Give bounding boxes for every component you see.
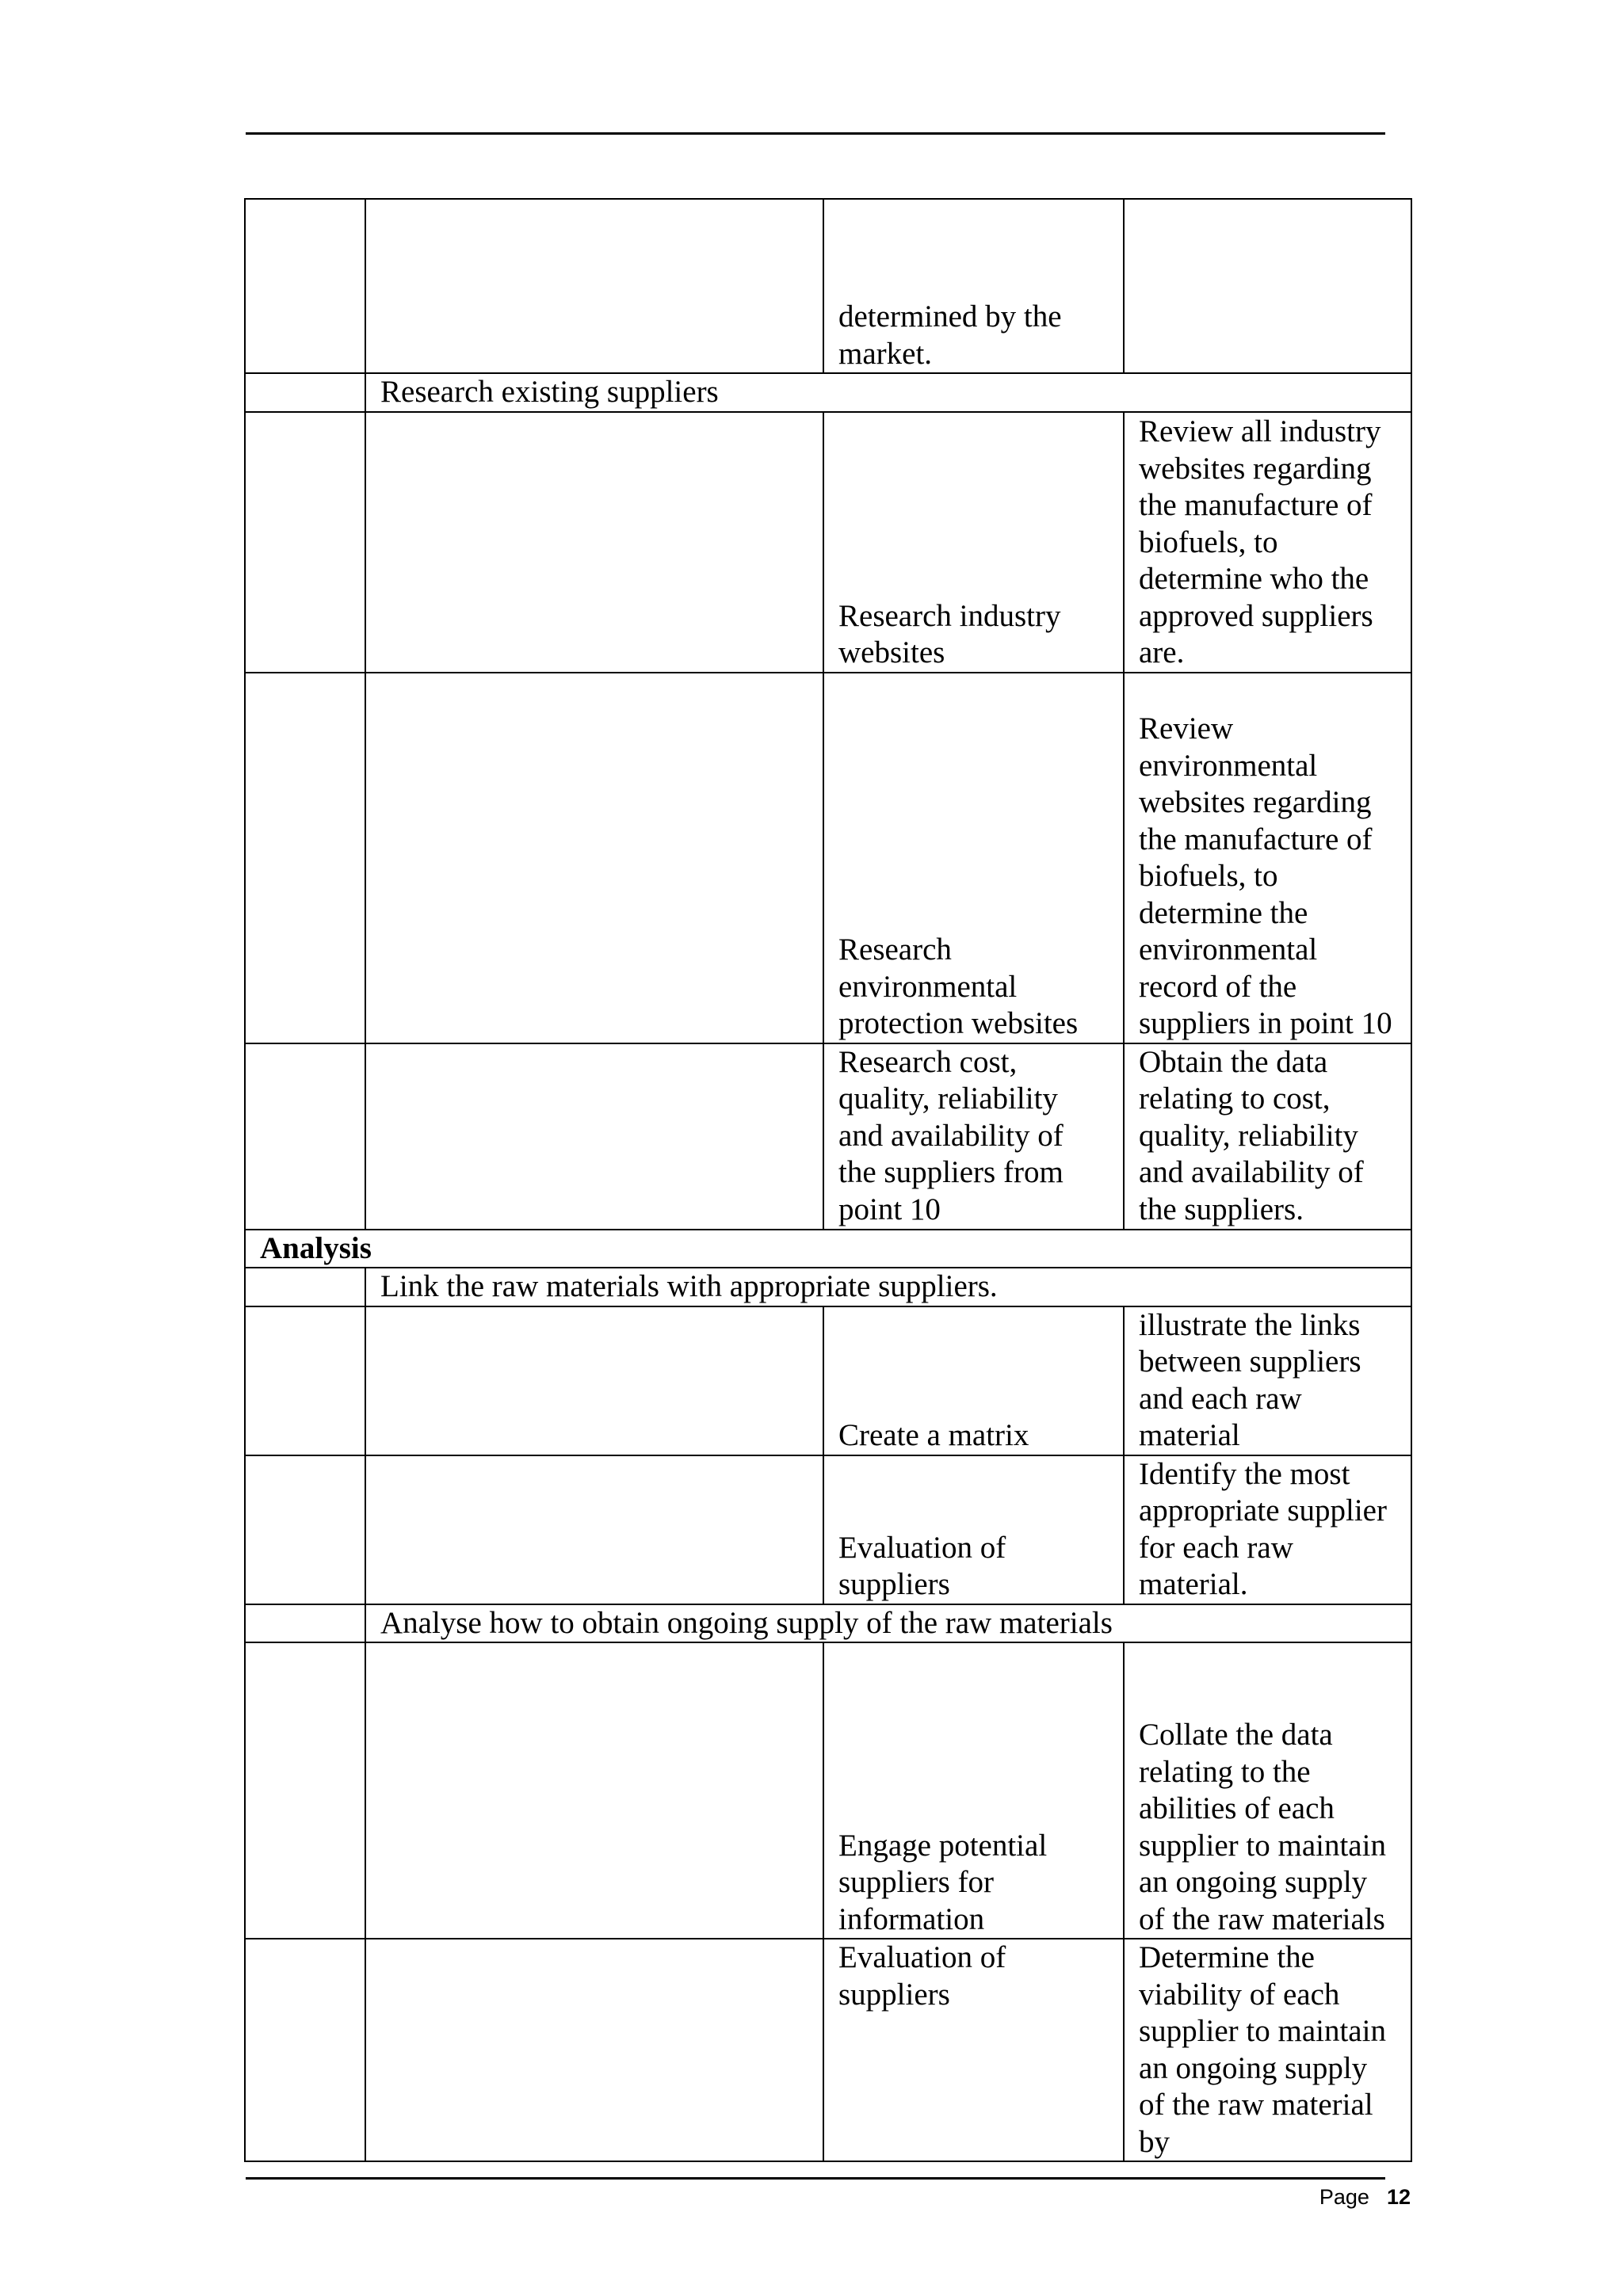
table-row — [245, 199, 1411, 373]
activity-cell: determined by the market. — [823, 199, 1124, 373]
table-cell — [245, 1306, 365, 1455]
activity-cell: Evaluation of suppliers — [823, 1939, 1124, 2161]
table-row — [245, 1043, 1411, 1230]
subtask-heading: Analyse how to obtain ongoing supply of the raw materials — [365, 1604, 1411, 1643]
table-row — [245, 1306, 1411, 1455]
description-cell: Identify the most appropriate supplier for each raw material. — [1124, 1455, 1411, 1604]
description-cell: Review all industry websites regarding the manufacture of biofuels, to determine who the approved suppliers are. — [1124, 412, 1411, 673]
description-cell: Determine the viability of each supplier to maintain an ongoing supply of the raw material by — [1124, 1939, 1411, 2161]
table-cell — [245, 199, 365, 373]
table-row — [245, 673, 1411, 1043]
table-cell — [365, 1306, 823, 1455]
table-cell — [365, 1642, 823, 1939]
table-row — [245, 412, 1411, 673]
table-cell — [365, 199, 823, 373]
project-plan-table — [244, 198, 1412, 2162]
page-footer — [1319, 2185, 1411, 2210]
table-row — [245, 373, 1411, 412]
table-cell — [245, 373, 365, 412]
table-cell — [365, 1043, 823, 1230]
table-cell — [365, 412, 823, 673]
table-row — [245, 1642, 1411, 1939]
footer-rule — [246, 2177, 1385, 2180]
table-cell — [245, 1604, 365, 1643]
subtask-heading: Research existing suppliers — [365, 373, 1411, 412]
page-label: Page — [1319, 2185, 1369, 2209]
table-row — [245, 1455, 1411, 1604]
description-cell — [1124, 199, 1411, 373]
table-cell — [245, 412, 365, 673]
table-cell — [245, 1642, 365, 1939]
table-row — [245, 1604, 1411, 1643]
header-rule — [246, 132, 1385, 135]
section-heading: Analysis — [245, 1230, 1411, 1268]
activity-cell: Research industry websites — [823, 412, 1124, 673]
activity-cell: Research cost, quality, reliability and availability of the suppliers from point 10 — [823, 1043, 1124, 1230]
table-cell — [245, 1043, 365, 1230]
table-cell — [245, 1455, 365, 1604]
description-cell: illustrate the links between suppliers and each raw material — [1124, 1306, 1411, 1455]
table-cell — [245, 1268, 365, 1306]
description-cell: Collate the data relating to the abilities of each supplier to maintain an ongoing supply of the raw materials — [1124, 1642, 1411, 1939]
page-number: 12 — [1386, 2185, 1411, 2209]
table-row — [245, 1939, 1411, 2161]
activity-cell: Evaluation of suppliers — [823, 1455, 1124, 1604]
activity-cell: Create a matrix — [823, 1306, 1124, 1455]
table-cell — [365, 1939, 823, 2161]
subtask-heading: Link the raw materials with appropriate suppliers. — [365, 1268, 1411, 1306]
table-row — [245, 1268, 1411, 1306]
activity-cell: Engage potential suppliers for information — [823, 1642, 1124, 1939]
table-cell — [365, 673, 823, 1043]
table-cell — [245, 673, 365, 1043]
description-cell: Review environmental websites regarding the manufacture of biofuels, to determine the environmental record of the suppliers in point 10 — [1124, 673, 1411, 1043]
table-cell — [245, 1939, 365, 2161]
description-cell: Obtain the data relating to cost, quality, reliability and availability of the suppliers. — [1124, 1043, 1411, 1230]
table-cell — [365, 1455, 823, 1604]
table-row — [245, 1230, 1411, 1268]
activity-cell: Research environmental protection websites — [823, 673, 1124, 1043]
